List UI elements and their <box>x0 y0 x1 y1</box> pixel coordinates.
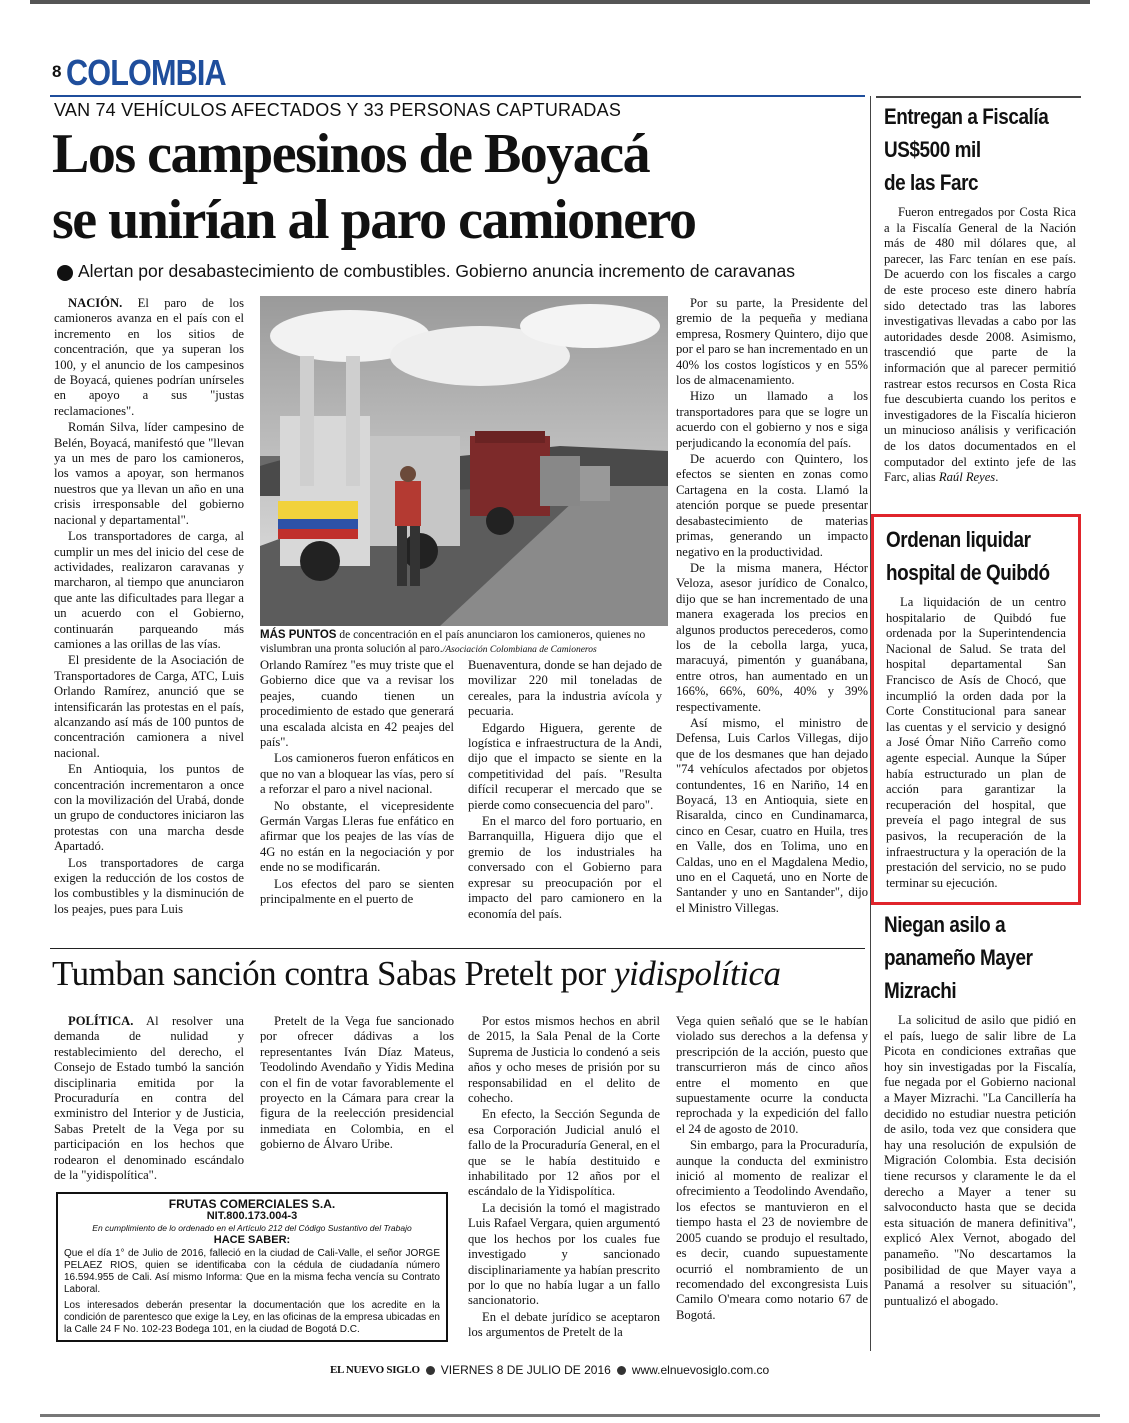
paragraph <box>468 1201 660 1309</box>
paragraph <box>54 762 244 854</box>
paragraph-text: Hizo un llamado a los transportadores para que se logre un acuerdo con el gobierno y nos e siga perjudicando la economía del país. <box>676 389 868 450</box>
page-number: 8 <box>52 62 62 81</box>
second-column-1 <box>54 1014 244 1184</box>
notice-body-1: Que el día 1° de Julio de 2016, falleció en la ciudad de Cali-Valle, el señor JORGE PELAEZ RIOS, quien se identificaba con la cédula de ciudadanía número 16.594.955 de Cali. Así mismo Informa: Que en la misma fecha vencía su Contrato Laboral. <box>64 1248 440 1295</box>
paragraph <box>54 529 244 652</box>
main-column-1 <box>54 296 244 944</box>
sidebar-story-3-text <box>884 1013 1076 1309</box>
sidebar-story-3-title-2: panameño Mayer <box>884 945 1033 970</box>
paragraph-text: Por estos mismos hechos en abril de 2015, la Sala Penal de la Corte Suprema de Justicia lo condenó a seis años y ocho meses de prisión por su responsabilidad en el delito de cohecho. <box>468 1014 660 1106</box>
paragraph <box>468 721 662 813</box>
photo-credit: /Asociación Colombiana de Camioneros <box>442 645 597 655</box>
paragraph <box>54 420 244 528</box>
sidebar-story-1-title-3: de las Farc <box>884 170 979 195</box>
paragraph <box>676 1138 868 1323</box>
paragraph-text: Pretelt de la Vega fue sancionado por ofrecer dádivas a los representantes Iván Díaz Mateus, Teodolindo Avendaño y Yidis Medina con el fin de votar favorablemente el proyecto en la Cámara para crear la figura de la reelección presidencial inmediata en Colombia, en el gobierno de Álvaro Uribe. <box>260 1014 454 1152</box>
paragraph <box>468 658 662 720</box>
photo-caption-text: de concentración en el país anunciaron los camioneros, quienes no vislumbran una pronta solución al paro. <box>260 629 646 655</box>
paragraph-text: De la misma manera, Héctor Veloza, asesor jurídico de Conalco, dijo que se han incrementado de una manera exagerada los precios en algunos productos perecederos, como los de la cebolla larga, yuca, maracuyá, pimentón y guanábana, entre otros, han aumentado en un 166%, 66%, 60%, 40% y 39% respectivamente. <box>676 560 868 714</box>
paragraph <box>676 716 868 916</box>
second-column-3 <box>468 1014 660 1344</box>
paragraph-text: En el debate jurídico se aceptaron los argumentos de Pretelt de la <box>468 1309 660 1340</box>
paragraph <box>54 653 244 761</box>
sidebar-story-1-body: Fueron entregados por Costa Rica a la Fiscalía General de la Nación más de 480 mil dólares que, al parecer, las Farc tenían en ese país. De acuerdo con los fiscales a cargo de este proceso este dinero habría sido detectado tras las labores investigativas llevadas a cabo por las autoridades desde 2008. Asimismo, trascendió que parte de la información que al parecer permitió rastrear estos recursos en Costa Rica fue descubierta cuando los peritos e investigadores de la Fiscalía hicieron un minucioso análisis y verificación de los datos documentados en el computador del extinto jefe de las Farc, alias <box>884 205 1076 485</box>
main-deck: Alertan por desabastecimiento de combustibles. Gobierno anuncia incremento de caravanas <box>78 261 795 281</box>
sidebar-story-2-box <box>871 514 1081 905</box>
paragraph-text: En Antioquia, los puntos de concentración incrementaron a once con la movilización del Urabá, donde un grupo de conductores iniciaron las protestas con una marcha desde Apartadó. <box>54 762 244 854</box>
sidebar-story-1-alias: Raúl Reyes <box>938 470 996 485</box>
trucks-photo <box>260 296 668 626</box>
paragraph <box>54 296 244 419</box>
photo-caption-lead: MÁS PUNTOS <box>260 629 337 641</box>
paragraph-lead: POLÍTICA. <box>68 1014 134 1028</box>
main-column-4 <box>676 296 868 944</box>
sidebar-top-rule <box>876 96 1081 98</box>
paragraph <box>468 1107 660 1199</box>
paragraph-text: Los efectos del paro se sienten principalmente en el puerto de <box>260 876 454 907</box>
second-headline <box>52 954 781 994</box>
sidebar-story-2-body: La liquidación de un centro hospitalario de Quibdó fue ordenada por la Superintendencia Nacional de Salud. Se trata del hospital departamental San Francisco de Asís de Chocó, que incumplió la orden dada por la Corte Constitucional para sanear las cuentas y el servicio y designó a José Ómar Niño Carreño como agente especial. Aunque la Súper había estructurado un plan de acción para garantizar la recuperación del hospital, que preveía el pago integral de sus pasivos, la recuperación de la infraestructura y la operación de la prestación del servicio, no se pudo terminar su ejecución. <box>886 595 1066 890</box>
sidebar-story-1-title-1: Entregan a Fiscalía <box>884 104 1049 129</box>
notice-hace-saber: HACE SABER: <box>213 1234 291 1246</box>
notice-nit: NIT.800.173.004-3 <box>206 1210 298 1222</box>
sidebar-story-2-text <box>886 595 1066 891</box>
sidebar-story-1-title-2: US$500 mil <box>884 137 981 162</box>
paragraph-text: Los transportadores de carga, al cumplir un mes del inicio del cese de actividades, realizaron caravanas y marcharon, al tiempo que anunciaron que ante las dificultades para llegar a un acuerdo con el Gobierno, continuarán parqueando más camiones a las orillas de las vías. <box>54 529 244 651</box>
section-title: COLOMBIA <box>66 52 226 93</box>
paragraph <box>260 1014 454 1153</box>
paragraph <box>676 389 868 451</box>
story-separator <box>50 948 865 949</box>
paragraph-text: De acuerdo con Quintero, los efectos se sienten en zonas como Cartagena en la costa. Llamó la atención porque se puede presentar desabastecimiento de materias primas, generando un impacto negativo en la productividad. <box>676 452 868 559</box>
paragraph <box>468 1310 660 1341</box>
paragraph-text: Los camioneros fueron enfáticos en que no van a bloquear las vías, pero sí a reforzar el paro a nivel nacional. <box>260 751 454 797</box>
sidebar-story-1 <box>884 100 1076 486</box>
footer-url: www.elnuevosiglo.com.co <box>631 1363 770 1377</box>
second-column-4 <box>676 1014 868 1344</box>
footer-date: VIERNES 8 DE JULIO DE 2016 <box>440 1363 611 1377</box>
paragraph-text: No obstante, el vicepresidente Germán Vargas Lleras fue enfático en afirmar que los peajes de las vías de 4G no están en la negociación y por ende no se modificarán. <box>260 798 454 875</box>
paragraph <box>260 877 454 908</box>
paragraph <box>54 856 244 918</box>
notice-company: FRUTAS COMERCIALES S.A. <box>168 1197 336 1211</box>
paragraph-text: Buenaventura, donde se han dejado de movilizar 220 mil toneladas de cereales, para la industria avícola y pecuaria. <box>468 658 662 719</box>
sidebar-story-1-text: Fueron entregados por Costa Rica a la Fiscalía General de la Nación más de 480 mil dólares que, al parecer, las Farc tenían en ese país. De acuerdo con los fiscales a cargo de este proceso este dinero habría sido detectado tras las labores investigativas llevadas a cabo por las autoridades desde 2008. Asimismo, trascendió que parte de la información que al parecer permitió rastrear estos recursos en Costa Rica fue descubierta cuando los peritos e investigadores de la Fiscalía hicieron un minucioso análisis y verificación de los datos documentados en el computador del extinto jefe de las Farc, alias Raúl Reyes. <box>884 205 1076 485</box>
main-column-2 <box>260 658 454 936</box>
main-column-3 <box>468 658 662 936</box>
paragraph-text: Por su parte, la Presidente del gremio de la pequeña y mediana empresa, Rosmery Quintero, dijo que por el paro se han incrementado en un 40% los costos logísticos y en 55% los de almacenamiento. <box>676 296 868 388</box>
notice-legal-ref: En cumplimiento de lo ordenado en el Artículo 212 del Código Sustantivo del Trabajo <box>92 1223 412 1233</box>
paragraph-text: Román Silva, líder campesino de Belén, Boyacá, manifestó que "llevan ya un mes de paro los camioneros, los vamos a apoyar, son hermanos nuestros que ya llevan un año en una crisis irresponsable del gobierno nacional y departamental". <box>54 420 244 527</box>
footer-masthead: EL NUEVO SIGLO <box>330 1364 420 1376</box>
paragraph-text: Edgardo Higuera, gerente de logística e infraestructura de la Andi, dijo que el impacto se siente en la competitividad del país. "Resulta difícil recuperar el mercado que se pierde como consecuencia del paro". <box>468 720 662 812</box>
paragraph <box>676 296 868 388</box>
second-headline-italic: yidispolítica <box>613 954 781 993</box>
top-rule <box>30 0 1090 4</box>
paragraph-text: En efecto, la Sección Segunda de esa Corporación Judicial anuló el fallo de la Procuraduría General, en el que se le había destituido e inhabilitado por 12 años por el escándalo de la Yidispolítica. <box>468 1107 660 1199</box>
main-headline-line2: se unirían al paro camionero <box>52 189 696 251</box>
paragraph-text: El presidente de la Asociación de Transportadores de Carga, ATC, Luis Orlando Ramírez, anunció que se intensificarán las protestas en el país, alcanzando así más de 100 puntos de concentración camionera a nivel nacional. <box>54 653 244 760</box>
paragraph <box>676 452 868 560</box>
notice-body-2: Los interesados deberán presentar la documentación que los acredite en la condición de parentesco que exige la Ley, en las oficinas de la empresa ubicadas en la Calle 24 F No. 102-23 Bodega 101, en la ciudad de Bogotá D.C. <box>64 1300 440 1335</box>
paragraph <box>468 814 662 922</box>
sidebar-story-2-title-2: hospital de Quibdó <box>886 560 1050 585</box>
sidebar-story-3-title-1: Niegan asilo a <box>884 912 1006 937</box>
photo-caption <box>260 628 672 657</box>
paragraph-text: Orlando Ramírez "es muy triste que el Gobierno dice que va a revisar los peajes, cuando tienen un procedimiento de estado que generará una escalada alcista en 42 peajes del país". <box>260 658 454 750</box>
deck-bullet <box>57 265 73 281</box>
main-headline-line1: Los campesinos de Boyacá <box>52 123 650 185</box>
paragraph <box>260 799 454 876</box>
paragraph-text: Sin embargo, para la Procuraduría, aunque la conducta del exministro inició al momento de realizar el ofrecimiento a Teodolindo Avendaño, los efectos se mantuvieron en el tiempo hasta el 23 de noviembre de 2005 cuando se produjo el resultado, es decir, cuando supuestamente ocurrió el nombramiento de un recomendado del excongresista Luis Camilo O'meara como notario 67 de Bogotá. <box>676 1138 868 1322</box>
legal-notice <box>56 1192 448 1342</box>
paragraph <box>676 561 868 715</box>
paragraph-text: Así mismo, el ministro de Defensa, Luis Carlos Villegas, dijo que de los desmanes que han dejado "74 vehículos afectados por objetos contundentes, 16 en Nariño, 14 en Boyacá, 13 en Antioquia, siete en Risaralda, cinco en Cundinamarca, cinco en Cesar, cuatro en Huila, tres en Valle, dos en Tolima, uno en Caldas, uno en el Magdalena Medio, uno en el Caquetá, uno en Norte de Santander y uno en Santander", dijo el Ministro Villegas. <box>676 715 868 915</box>
paragraph-lead: NACIÓN. <box>68 296 123 310</box>
paragraph <box>260 751 454 797</box>
bottom-rule <box>40 1414 1100 1417</box>
paragraph-text: Al resolver una demanda de nulidad y restablecimiento del derecho, el Consejo de Estado tumbó la sanción disciplinaria emitida por la Procuraduría en contra del exministro del Interior y de Justicia, Sabas Pretelt de la Vega por su participación en los hechos que rodearon el denominado escándalo de la "yidispolítica". <box>54 1014 244 1183</box>
page-footer <box>330 1360 769 1380</box>
trucks-photo-graphic <box>260 296 668 626</box>
paragraph-text: Los transportadores de carga exigen la reducción de los costos de los combustibles y la disminución de los peajes, pues para Luis <box>54 855 244 916</box>
paragraph <box>468 1014 660 1106</box>
paragraph <box>54 1014 244 1183</box>
paragraph <box>260 658 454 750</box>
paragraph-text: En el marco del foro portuario, en Barranquilla, Higuera dijo que el gremio de los industriales ha conversado con el Gobierno para expresar su preocupación por el impacto del paro camionero en la economía del país. <box>468 814 662 921</box>
sidebar-story-2-title-1: Ordenan liquidar <box>886 527 1031 552</box>
sidebar-story-3-title-3: Mizrachi <box>884 978 957 1003</box>
sidebar-story-3 <box>884 908 1076 1309</box>
paragraph-text: Vega quien señaló que se le habían violado sus derechos a la defensa y prescripción de la acción, puesto que transcurrieron más de cinco años entre el momento en que supuestamente ocurre la conducta reprochada y la expedición del fallo el 24 de agosto de 2010. <box>676 1014 868 1136</box>
paragraph <box>676 1014 868 1137</box>
header-rule <box>50 95 865 97</box>
paragraph-text: El paro de los camioneros avanza en el país con el incremento en los sitios de concentración, que ya superan los 100, y el anuncio de los campesinos de Boyacá, quienes podrían unírseles en apoyo a sus "justas reclamaciones". <box>54 296 244 418</box>
footer-bullet-icon <box>617 1366 626 1375</box>
sidebar-story-3-body: La solicitud de asilo que pidió en el país, luego de salir libre de La Picota en condiciones extrañas que hoy sin investigadas por la Fiscalía, fue negada por el Gobierno nacional a Mayer Mizrachi. "La Cancillería ha decidido no estudiar nuestra petición de asilo, toda vez que considera que hay una resolución de expulsión de Migración Colombia. Esta decisión tiene recursos y claramente le da el derecho a Mayer a tener su salvoconducto hasta que se decida esta situación de manera definitiva", explicó Alex Vernot, abogado del panameño. "No descartamos la posibilidad de que Mayer vaya a Panamá a resolver su situación", puntualizó el abogado. <box>884 1013 1076 1308</box>
footer-bullet-icon <box>426 1366 435 1375</box>
second-column-2 <box>260 1014 454 1184</box>
second-headline-text: Tumban sanción contra Sabas Pretelt por <box>52 954 614 993</box>
main-kicker: VAN 74 VEHÍCULOS AFECTADOS Y 33 PERSONAS CAPTURADAS <box>54 100 622 120</box>
paragraph-text: La decisión la tomó el magistrado Luis Rafael Vergara, quien argumentó que los hechos por los cuales fue investigado y sancionado disciplinariamente ya habían prescrito por lo que no había lugar a un fallo sancionatorio. <box>468 1200 660 1308</box>
